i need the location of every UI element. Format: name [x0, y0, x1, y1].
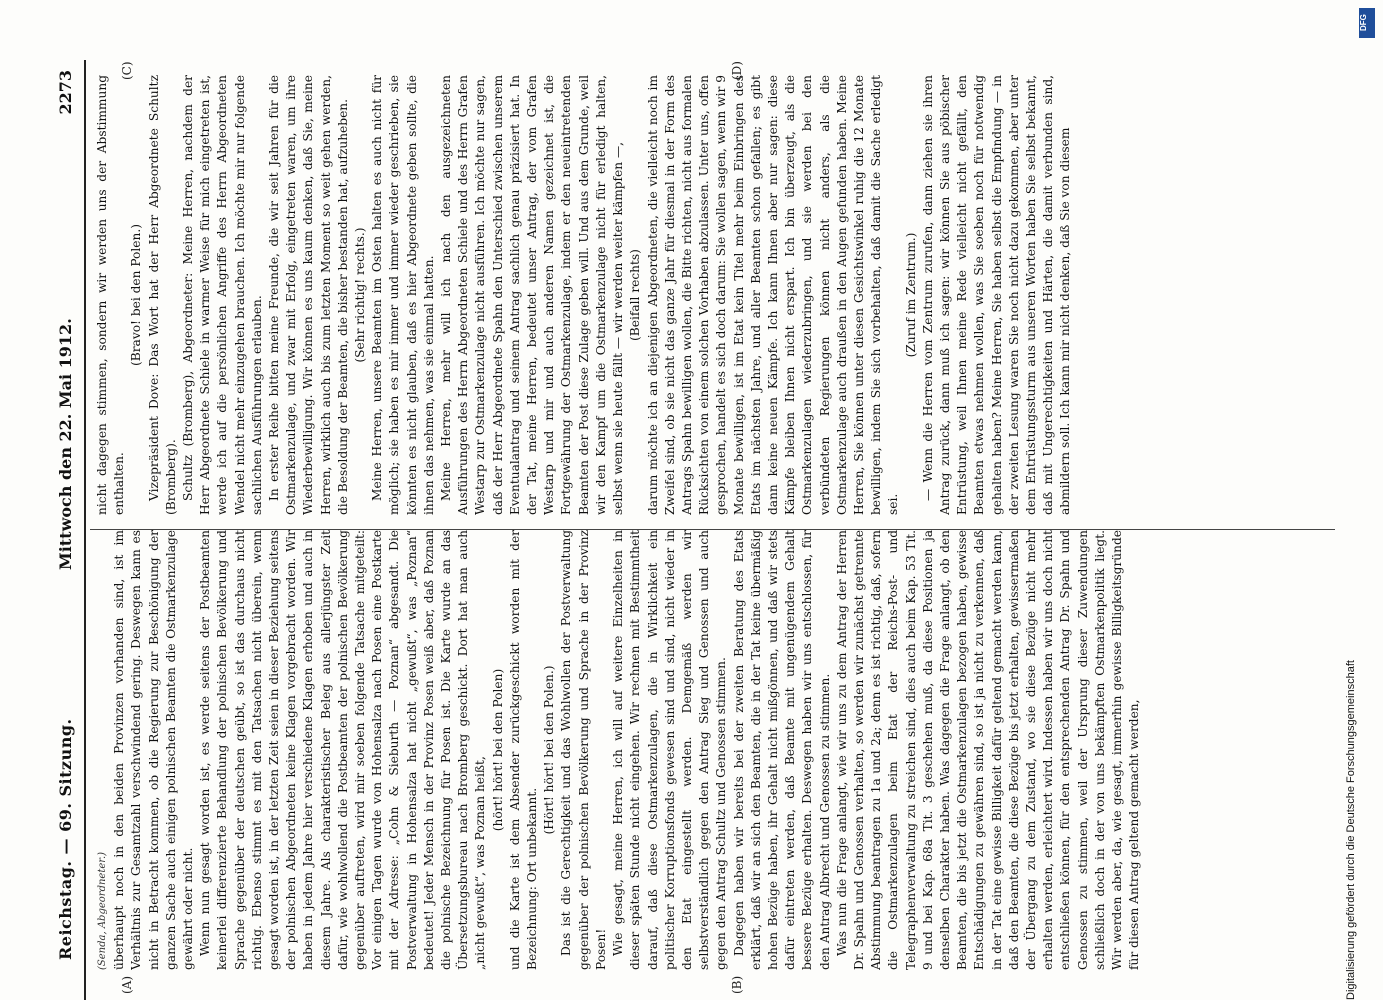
- left-paragraph: überhaupt noch in den beiden Provinzen vorhanden sind, ist im Verhältnis zur Gesamtzahl verschwindend gering. Deswegen kann es nicht in Betracht kommen, ob die Regierung zur Beschönigung der ganzen Sache auch einigen polnischen Beamten die Ostmarkenzulage gewährt oder nicht.: [112, 530, 196, 970]
- speaker-note: (Senda, Abgeordneter.): [97, 851, 108, 970]
- right-paragraph: darum möchte ich an diejenigen Abgeordneten, die vielleicht noch im Zweifel sind, ob sie nicht das ganze Jahr für diesmal in der Form des Antrags Spahn bewilligen wollen, die Bitte richten, nicht aus formalen Rücksichten von einem solchen Vorhaben abzulassen. Unter uns, offen gesprochen, handelt es sich doch darum: Sie wollen sagen, wenn wir 9 Monate bewilligen, ist im Etat kein Titel mehr beim Einbringen des Etats im nächsten Jahre, und aller Beamten schon gefallen; es gibt dann keine neuen Kämpfe. Ich kann Ihnen aber nur sagen: diese Kämpfe bleiben Ihnen nicht erspart. Ich bin überzeugt, als die Ostmarkenzulagen wiederzubringen, und sie werden bei den verbündeten Regierungen können nicht anders, als die Ostmarkenzulage auch draußen in den Augen gefunden haben. Meine Herren, Sie können unter diesen Gesichtswinkel ruhig die 12 Monate bewilligen, indem Sie sich vorbehalten, daß damit die Sache erledigt sei.: [645, 75, 901, 515]
- left-interjection: (Hört! hört! bei den Polen.): [542, 665, 557, 835]
- right-paragraph: In erster Reihe bitten meine Freunde, die wir seit Jahren für die Ostmarkenzulage, und zwar mit Erfolg, eingetreten waren, um ihre Wiederbewilligung. Wir können es uns kaum denken, daß Sie, meine Herren, wirklich auch bis zum letzten Moment so weit gehen werden, die Besoldung der Beamten, die bisher bestanden hat, aufzuheben.: [267, 75, 350, 515]
- rotated-page-content: [50, 60, 1340, 1000]
- margin-marker-d: (D): [730, 61, 744, 80]
- column-divider: [90, 529, 1335, 530]
- dfg-logo: DFG: [1359, 8, 1375, 38]
- right-paragraph: Schultz (Bromberg), Abgeordneter: Meine Herren, nachdem der Herr Abgeordnete Schiele in warmer Weise für mich eingetreten ist, werde ich auf die persönlichen Angriffe des Herrn Abgeordneten Wendel nicht mehr einzugehen brauchen. Ich möchte mir nur folgende sachlichen Ausführungen erlauben.: [181, 75, 264, 515]
- left-paragraph: und die Karte ist dem Absender zurückgeschickt worden mit der Bezeichnung: Ort unbekannt.: [507, 530, 540, 970]
- right-paragraph: Meine Herren, mehr will ich nach den ausgezeichneten Ausführungen des Herrn Abgeordneten Schiele und des Herrn Grafen Westarp zur Ostmarkenzulage nicht ausführen. Ich möchte nur sagen, daß der Herr Abgeordnete Spahn den Unterschied zwischen unserem Eventualantrag und seinem Antrag sachlich genau präzisiert hat. In der Tat, meine Herren, bedeutet unser Antrag, der vom Grafen Westarp und mir und auch anderen Namen gezeichnet ist, die Fortgewährung der Ostmarkenzulage, indem er den neueintretenden Beamten der Post diese Zulage geben will. Und aus dem Grunde, weil wir den Kampf um die Ostmarkenzulage nicht für erledigt halten, selbst wenn sie heute fällt — wir werden weiter kämpfen —,: [439, 75, 626, 515]
- left-paragraph: Wenn nun gesagt worden ist, es werde seitens der Postbeamten keinerlei differenzierte Behandlung der polnischen Bevölkerung und Sprache gegenüber der deutschen geübt, so ist das durchaus nicht richtig. Ebenso stimmt es mit den Tatsachen nicht überein, wenn gesagt worden ist, in der letzten Zeit seien in dieser Beziehung seitens der polnischen Abgeordneten keine Klagen vorgebracht worden. Wir haben in jedem Jahre hier verschiedene Klagen erhoben und auch in diesem Jahre. Als charakteristischer Beleg aus allerjüngster Zeit dafür, wie wohlwollend die Postbeamten der polnischen Bevölkerung gegenüber auftreten, wird mir soeben folgende Tatsache mitgeteilt: Vor einigen Tagen wurde von Hohensalza nach Posen eine Postkarte mit der Adresse: „Cohn & Sieburth — Poznan“ abgesandt. Die Postverwaltung in Hohensalza hat nicht „gewußt“, was „Poznan“ bedeutet! Jeder Mensch in der Provinz Posen weiß aber, daß Poznan die polnische Bezeichnung für Posen ist. Die Karte wurde an das Übersetzungsbureau nach Bromberg geschickt. Dort hat man auch „nicht gewußt“, was Poznan heißt,: [198, 530, 488, 970]
- right-paragraph: — Wenn die Herren vom Zentrum zurufen, dann ziehen sie ihren Antrag zurück, dann muß ich sagen: wir können Sie aus pöbischer Entrüstung, weil Ihnen meine Rede vielleicht nicht gefällt, den Beamten etwas nehmen wollen, was Sie soeben noch für notwendig gehalten haben? Meine Herren, Sie haben selbst die Empfindung — in der zweiten Lesung waren Sie noch nicht dazu gekommen, aber unter dem Entrüstungssturm aus unseren Worten haben Sie selbst bekannt, daß mit Ungerechtigkeiten und Härten, die damit verbunden sind, abmildern soll. Ich kann mir nicht denken, daß Sie von diesem: [920, 75, 1073, 515]
- header-date: Mittwoch den 22. Mai 1912.: [56, 318, 75, 570]
- right-column: [94, 75, 1334, 515]
- left-paragraph: Was nun die Frage anlangt, wie wir uns zu dem Antrag der Herren Dr. Spahn und Genossen verhalten, so werden wir zunächst getrennte Abstimmung beantragen zu 1a und 2a; denn es ist richtig, daß, sofern die Ostmarkenzulagen beim Etat der Reichs-Post- und Telegraphenverwaltung zu streichen sind, dies auch beim Kap. 53 Tit. 9 und bei Kap. 68a Tit. 3 geschehen muß, da diese Positionen ja denselben Charakter haben. Was dagegen die Frage anlangt, ob den Beamten, die bis jetzt die Ostmarkenzulagen bezogen haben, gewisse Entschädigungen zu gewähren sind, so ist ja nicht zu verkennen, daß in der Tat eine gewisse Billigkeit dafür geltend gemacht werden kann, daß den Beamten, die diese Bezüge bis jetzt erhalten, gewissermaßen der Übergang zu dem Zustand, wo sie diese Bezüge nicht mehr erhalten werden, erleichtert wird. Indessen haben wir uns doch nicht entschließen können, für den entsprechenden Antrag Dr. Spahn und Genossen zu stimmen, weil der Ursprung dieser Zuwendungen schließlich doch in der von uns bekämpften Ostmarkenpolitik liegt. Wir werden aber, da, wie gesagt, immerhin gewisse Billigkeitsgründe für diesen Antrag geltend gemacht werden,: [834, 530, 1142, 970]
- margin-marker-a: (A): [120, 975, 134, 994]
- right-interjection: (Zuruf im Zentrum.): [903, 232, 918, 358]
- page-header: [50, 60, 86, 1000]
- left-paragraph: Dagegen haben wir bereits bei der zweiten Beratung des Etats erklärt, daß wir an sich den Beamten, die in der Tat keine übermäßig hohen Bezüge haben, ihr Gehalt nicht mißgönnen, und daß wir stets dafür eintreten werden, daß Beamte mit ungenügendem Gehalt bessere Bezüge erhalten. Deswegen haben wir uns entschlossen, für den Antrag Albrecht und Genossen zu stimmen.: [731, 530, 832, 970]
- right-paragraph: Meine Herren, unsere Beamten im Osten halten es auch nicht für möglich; sie haben es mir immer und immer wieder geschrieben, sie könnten es nicht glauben, daß es hier Abgeordnete geben sollte, die ihnen das nehmen, was sie einmal hatten.: [370, 75, 436, 515]
- right-interjection: (Bravo! bei den Polen.): [129, 224, 144, 366]
- margin-marker-c: (C): [120, 61, 134, 80]
- right-interjection: (Beifall rechts): [628, 249, 643, 341]
- right-interjection: (Sehr richtig! rechts.): [353, 227, 368, 363]
- right-paragraph: nicht dagegen stimmen, sondern wir werden uns der Abstimmung enthalten.: [95, 75, 127, 515]
- left-interjection: (hört! hört! bei den Polen): [490, 668, 505, 832]
- left-paragraph: Das ist die Gerechtigkeit und das Wohlwollen der Postverwaltung gegenüber der polnischen Bevölkerung und Sprache in der Provinz Posen!: [559, 530, 608, 970]
- right-paragraph: Vizepräsident Dove: Das Wort hat der Herr Abgeordnete Schultz (Bromberg).: [146, 75, 178, 515]
- digitization-credit: Digitalisierung gefördert durch die Deutsche Forschungsgemeinschaft: [1345, 660, 1357, 1000]
- page-number: 2273: [56, 70, 75, 115]
- digitization-sidebar: [1341, 0, 1361, 1000]
- left-paragraph: Wie gesagt, meine Herren, ich will auf weitere Einzelheiten in dieser späten Stunde nicht eingehen. Wir rechnen mit Bestimmtheit darauf, daß diese Ostmarkenzulagen, die in Wirklichkeit ein politischer Korruptionsfonds gewesen sind und sind, nicht wieder in den Etat eingestellt werden. Demgemäß werden wir selbstverständlich gegen den Antrag Sieg und Genossen und auch gegen den Antrag Schultz und Genossen stimmen.: [611, 530, 729, 970]
- margin-marker-b: (B): [730, 975, 744, 994]
- header-left: Reichstag. — 69. Sitzung.: [56, 718, 75, 960]
- left-column: [94, 530, 1334, 970]
